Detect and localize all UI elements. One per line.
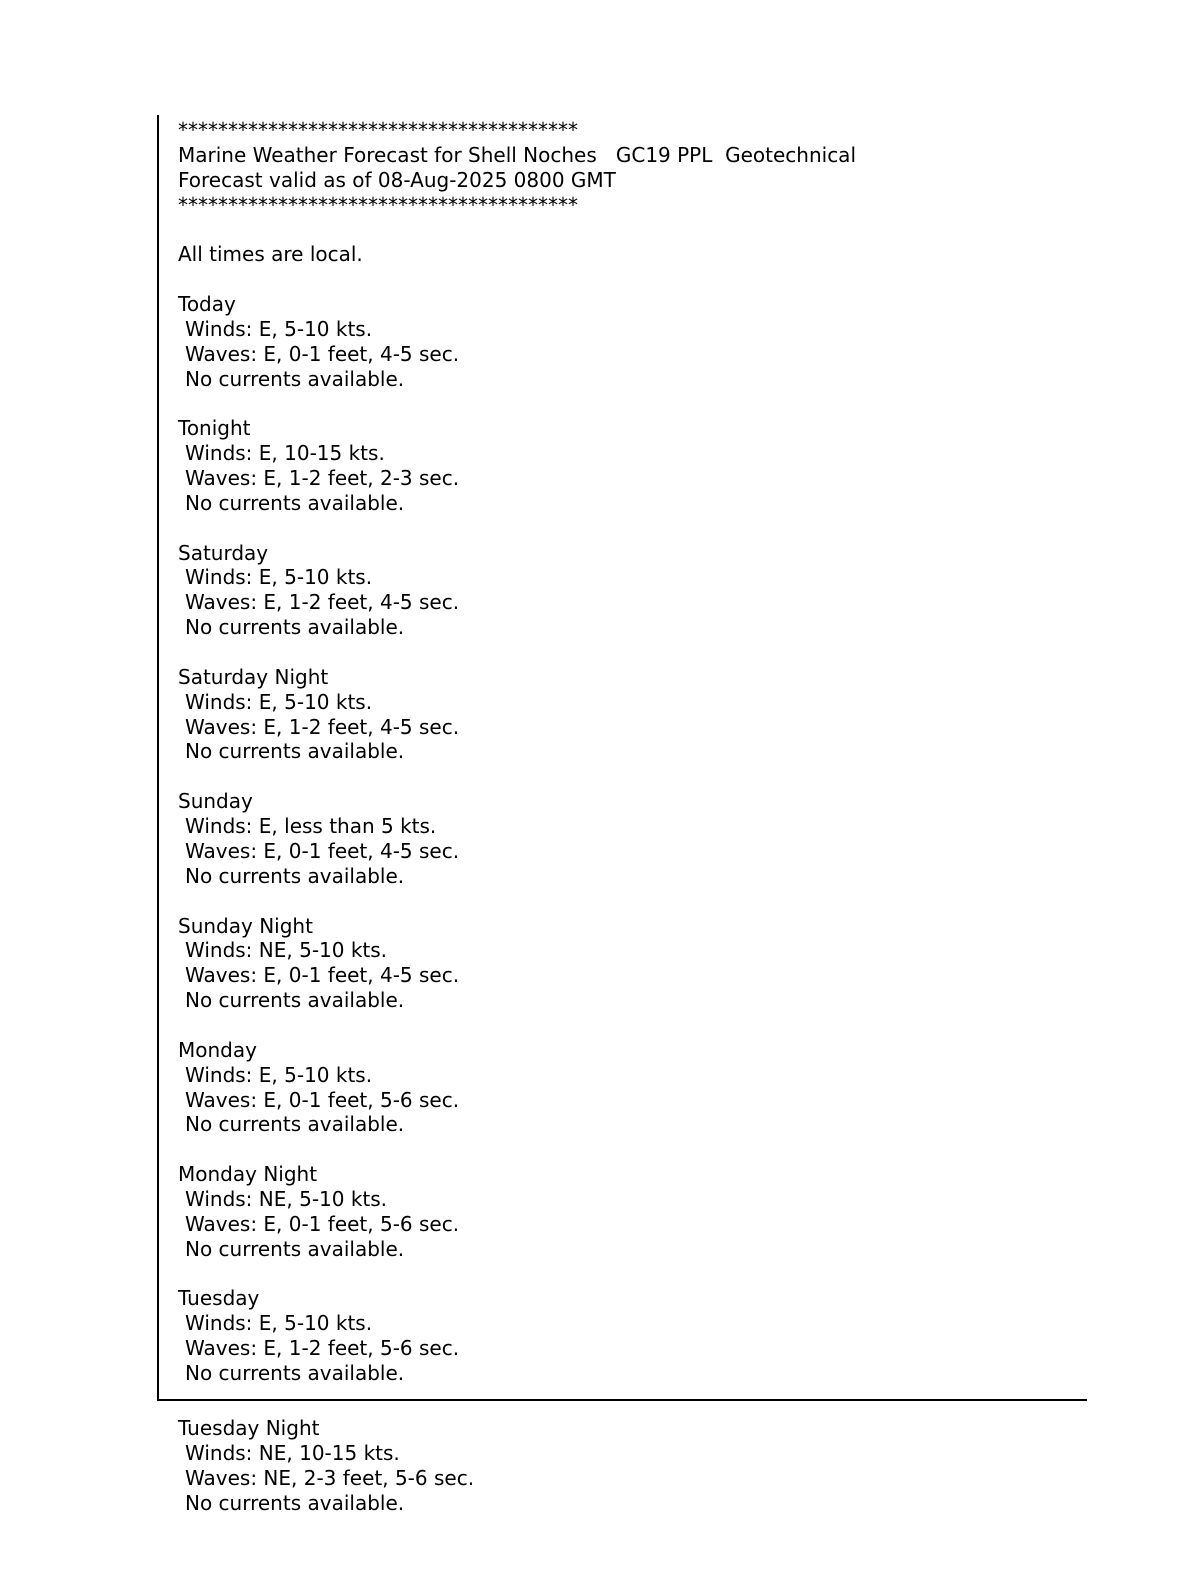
blank-line <box>178 889 1087 914</box>
section-day: Monday Night <box>178 1162 318 1187</box>
blank-line <box>178 640 1087 665</box>
section-winds: Winds: E, 5-10 kts. <box>185 689 373 714</box>
section-waves: Waves: E, 0-1 feet, 5-6 sec. <box>185 1211 460 1236</box>
blank-line <box>178 1013 1087 1038</box>
forecast-section-tonight <box>178 416 1087 515</box>
forecast-section-monday-night <box>178 1162 1087 1261</box>
blank-line <box>178 267 1087 292</box>
blank-line <box>178 391 1087 416</box>
blank-line <box>178 764 1087 789</box>
section-waves: Waves: E, 0-1 feet, 4-5 sec. <box>185 963 460 988</box>
forecast-section-saturday <box>178 541 1087 640</box>
section-waves: Waves: E, 1-2 feet, 4-5 sec. <box>185 590 460 615</box>
section-day: Today <box>178 292 236 317</box>
forecast-section-saturday-night <box>178 665 1087 764</box>
forecast-valid-date: Forecast valid as of 08-Aug-2025 0800 GMT <box>178 167 616 192</box>
section-winds: Winds: NE, 10-15 kts. <box>185 1440 400 1465</box>
section-waves: Waves: E, 0-1 feet, 4-5 sec. <box>185 341 460 366</box>
section-waves: Waves: E, 1-2 feet, 4-5 sec. <box>185 714 460 739</box>
forecast-section-today <box>178 292 1087 391</box>
blank-line <box>178 217 1087 242</box>
forecast-title: Marine Weather Forecast for Shell Noches GC19 PPL Geotechnical <box>178 142 856 167</box>
section-currents: No currents available. <box>185 490 405 515</box>
section-day: Sunday Night <box>178 913 313 938</box>
section-day: Saturday <box>178 540 269 565</box>
forecast-section-monday <box>178 1038 1087 1137</box>
separator-line-bottom: **************************************** <box>178 192 578 217</box>
blank-line <box>178 516 1087 541</box>
section-day: Saturday Night <box>178 664 329 689</box>
section-winds: Winds: NE, 5-10 kts. <box>185 1186 388 1211</box>
section-winds: Winds: E, 5-10 kts. <box>185 316 373 341</box>
section-currents: No currents available. <box>185 739 405 764</box>
blank-line <box>178 1137 1087 1162</box>
forecast-section-sunday-night <box>178 914 1087 1013</box>
section-day: Sunday <box>178 789 253 814</box>
section-winds: Winds: E, 10-15 kts. <box>185 441 385 466</box>
section-day: Tuesday <box>178 1286 260 1311</box>
section-currents: No currents available. <box>185 615 405 640</box>
section-day: Tonight <box>178 416 251 441</box>
section-waves: Waves: E, 0-1 feet, 5-6 sec. <box>185 1087 460 1112</box>
section-winds: Winds: E, 5-10 kts. <box>185 1062 373 1087</box>
separator-line-top: **************************************** <box>178 118 578 142</box>
section-currents: No currents available. <box>185 1490 405 1515</box>
section-currents: No currents available. <box>185 1112 405 1137</box>
forecast-page <box>157 115 1087 1401</box>
section-day: Tuesday Night <box>178 1416 320 1440</box>
section-currents: No currents available. <box>185 988 405 1013</box>
forecast-section-sunday <box>178 789 1087 888</box>
section-waves: Waves: E, 1-2 feet, 2-3 sec. <box>185 466 460 491</box>
forecast-section-tuesday-night <box>178 1416 474 1515</box>
section-waves: Waves: E, 1-2 feet, 5-6 sec. <box>185 1336 460 1361</box>
section-currents: No currents available. <box>185 366 405 391</box>
section-winds: Winds: E, 5-10 kts. <box>185 565 373 590</box>
section-waves: Waves: E, 0-1 feet, 4-5 sec. <box>185 838 460 863</box>
section-day: Monday <box>178 1037 257 1062</box>
section-waves: Waves: NE, 2-3 feet, 5-6 sec. <box>185 1465 475 1490</box>
forecast-page-continued <box>159 1416 474 1515</box>
section-winds: Winds: E, 5-10 kts. <box>185 1311 373 1336</box>
forecast-section-tuesday <box>178 1286 1087 1385</box>
section-currents: No currents available. <box>185 1236 405 1261</box>
section-currents: No currents available. <box>185 1360 405 1385</box>
section-winds: Winds: E, less than 5 kts. <box>185 814 437 839</box>
times-note: All times are local. <box>178 242 363 267</box>
section-winds: Winds: NE, 5-10 kts. <box>185 938 388 963</box>
blank-line <box>178 1262 1087 1287</box>
section-currents: No currents available. <box>185 863 405 888</box>
